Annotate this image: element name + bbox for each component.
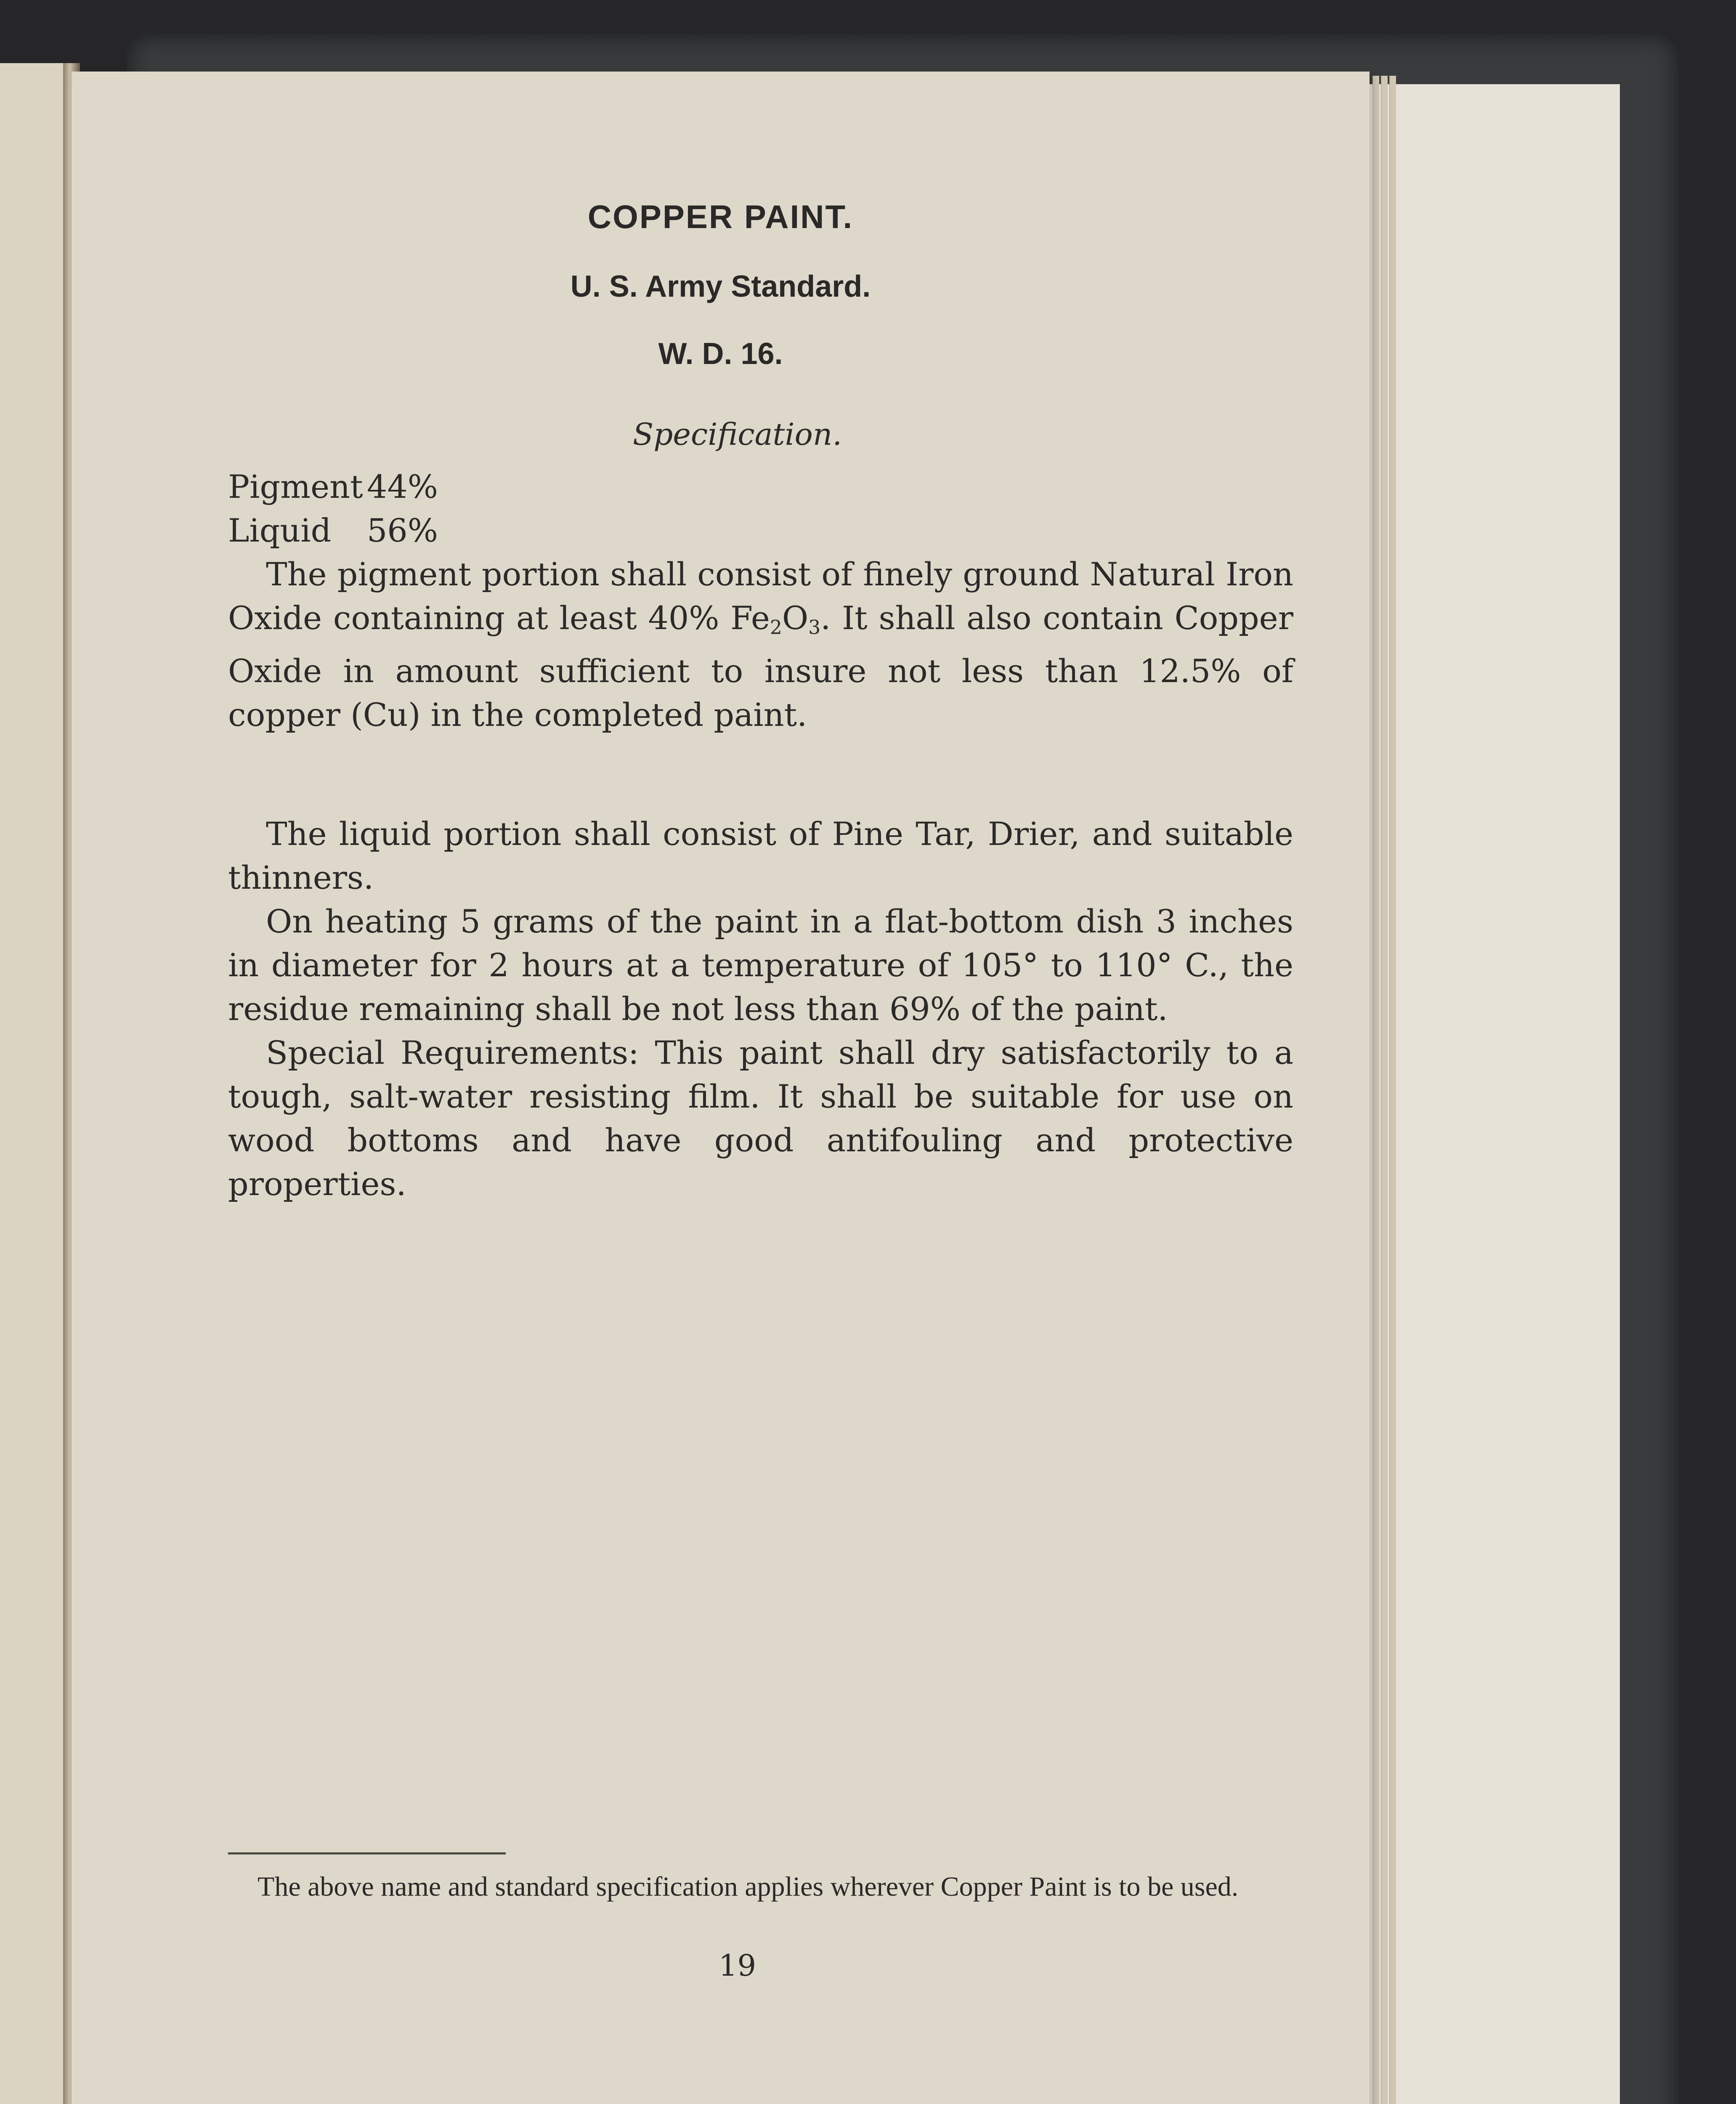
composition-label: Liquid [228, 512, 332, 549]
page-edge [1389, 76, 1396, 2104]
pigment-paragraph [228, 553, 1293, 737]
section-heading: Specification. [632, 417, 842, 452]
footnote-text: The above name and standard specification applies wherever Copper Paint is to be used. [257, 1871, 1239, 1902]
liquid-paragraph: The liquid portion shall consist of Pine Tar, Drier, and suitable thinners. [228, 815, 1293, 896]
heating-paragraph: On heating 5 grams of the paint in a flat-bottom dish 3 inches in diameter for 2 hours at a temperature of 105° to 110° C., the residue remaining shall be not less than 69% of the paint. [228, 903, 1293, 1028]
specification-body-continued [228, 812, 1293, 1206]
page-title: COPPER PAINT. [587, 198, 854, 235]
pigment-text: The pigment portion shall consist of finely ground Natural Iron Oxide containing at least 40% Fe [228, 555, 1293, 637]
subscript: 2 [770, 616, 782, 639]
standard-code: W. D. 16. [658, 337, 783, 371]
footnote [228, 1873, 1293, 1901]
composition-value: 44% [367, 468, 438, 505]
pigment-text: O [782, 599, 809, 637]
composition-label: Pigment [228, 468, 363, 505]
specification-body [228, 465, 1293, 737]
page-number: 19 [718, 1948, 757, 1983]
book-page [72, 72, 1370, 2104]
page-edge [1372, 76, 1379, 2104]
composition-row [228, 465, 1293, 509]
composition-value: 56% [367, 512, 438, 549]
page-edge [1381, 76, 1388, 2104]
pigment-text: . It shall also contain Copper Oxide in amount sufficient to insure not less than 12.5% of copper (Cu) in the completed paint. [228, 599, 1293, 734]
subscript: 3 [808, 616, 821, 639]
page-subtitle: U. S. Army Standard. [570, 270, 871, 303]
footnote-rule [228, 1852, 506, 1854]
composition-row [228, 509, 1293, 553]
special-requirements-paragraph: Special Requirements: This paint shall dry satisfactorily to a tough, salt-water resisting film. It shall be suitable for use on wood bottoms and have good antifouling and protective properties. [228, 1034, 1293, 1203]
